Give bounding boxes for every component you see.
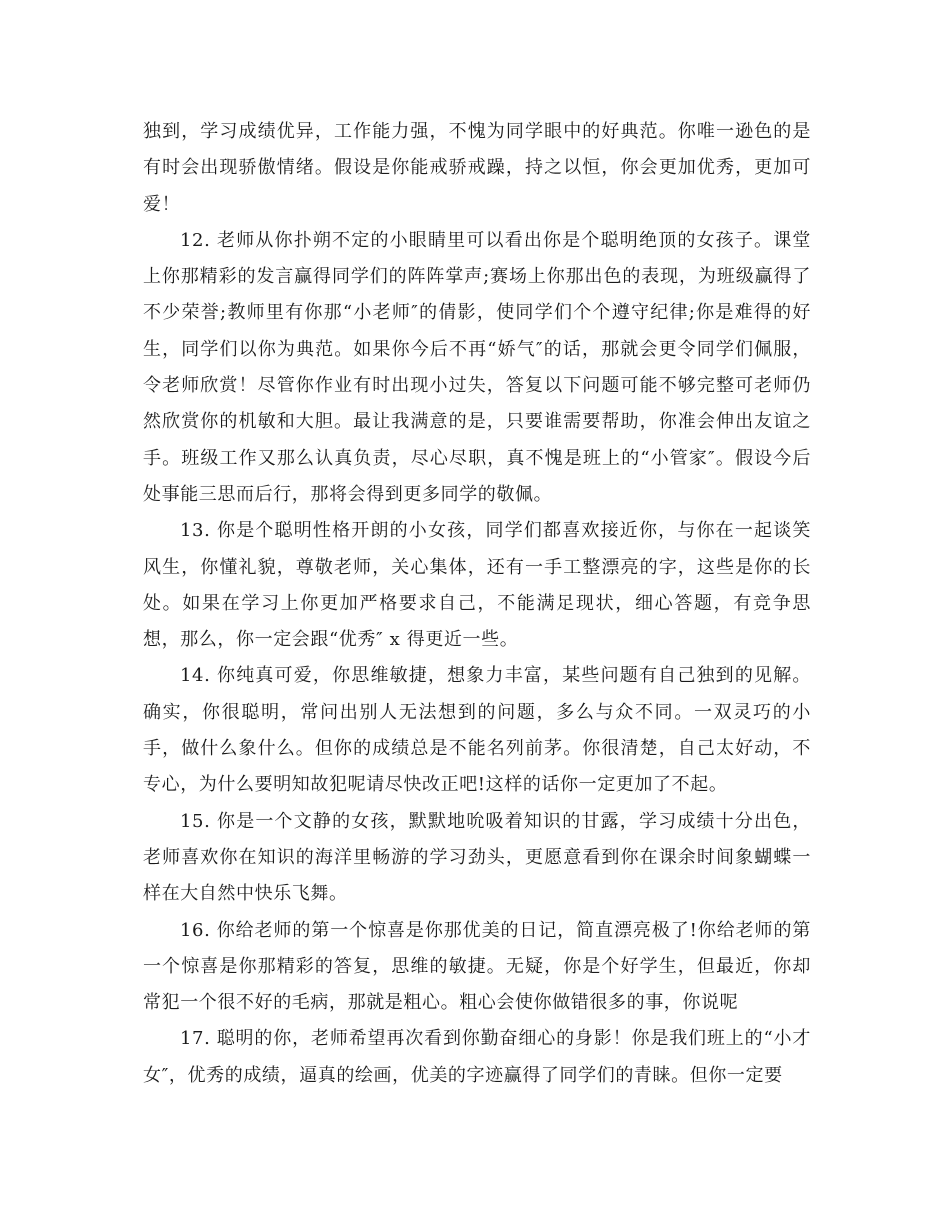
paragraph-15 <box>143 804 811 913</box>
paragraph-13 <box>143 513 811 658</box>
paragraph-number: 17. <box>180 1028 211 1050</box>
paragraph-number: 12. <box>180 229 211 251</box>
paragraph-continuation <box>143 114 811 223</box>
paragraph-text: 你是个聪明性格开朗的小女孩，同学们都喜欢接近你，与你在一起谈笑风生，你懂礼貌，尊敬老师，关心集体，还有一手工整漂亮的字，这些是你的长处。如果在学习上你更加严格要求自己，不能满足现状，细心答题，有竞争思想，那么，你一定会跟“优秀″ x 得更近一些。 <box>143 520 811 651</box>
paragraph-number: 13. <box>180 520 211 542</box>
paragraph-text: 聪明的你，老师希望再次看到你勤奋细心的身影！你是我们班上的“小才女″，优秀的成绩，逼真的绘画，优美的字迹赢得了同学们的青睐。但你一定要 <box>143 1028 811 1086</box>
paragraph-text: 独到，学习成绩优异，工作能力强，不愧为同学眼中的好典范。你唯一逊色的是有时会出现骄傲情绪。假设是你能戒骄戒躁，持之以恒，你会更加优秀，更加可爱！ <box>143 121 811 215</box>
document-body <box>143 114 811 1094</box>
paragraph-number: 14. <box>180 665 211 687</box>
paragraph-number: 15. <box>180 810 211 832</box>
paragraph-17 <box>143 1021 811 1094</box>
paragraph-text: 你是一个文静的女孩，默默地吮吸着知识的甘露，学习成绩十分出色，老师喜欢你在知识的海洋里畅游的学习劲头，更愿意看到你在课余时间象蝴蝶一样在大自然中快乐飞舞。 <box>143 810 811 905</box>
paragraph-12 <box>143 223 811 513</box>
paragraph-number: 16. <box>180 919 211 941</box>
paragraph-16 <box>143 913 811 1022</box>
paragraph-text: 你给老师的第一个惊喜是你那优美的日记，简直漂亮极了!你给老师的第一个惊喜是你那精彩的答复，思维的敏捷。无疑，你是个好学生，但最近，你却常犯一个很不好的毛病，那就是粗心。粗心会使你做错很多的事，你说呢 <box>143 919 811 1014</box>
paragraph-14 <box>143 658 811 803</box>
paragraph-text: 老师从你扑朔不定的小眼睛里可以看出你是个聪明绝顶的女孩子。课堂上你那精彩的发言赢得同学们的阵阵掌声;赛场上你那出色的表现，为班级赢得了不少荣誉;教师里有你那“小老师″的倩影，使同学们个个遵守纪律;你是难得的好生，同学们以你为典范。如果你今后不再“娇气″的话，那就会更令同学们佩服，令老师欣赏！尽管你作业有时出现小过失，答复以下问题可能不够完整可老师仍然欣赏你的机敏和大胆。最让我满意的是，只要谁需要帮助，你准会伸出友谊之手。班级工作又那么认真负责，尽心尽职，真不愧是班上的“小管家″。假设今后处事能三思而后行，那将会得到更多同学的敬佩。 <box>143 229 811 505</box>
paragraph-text: 你纯真可爱，你思维敏捷，想象力丰富，某些问题有自己独到的见解。确实，你很聪明，常问出别人无法想到的问题，多么与众不同。一双灵巧的小手，做什么象什么。但你的成绩总是不能名列前茅。你很清楚，自己太好动，不专心，为什么要明知故犯呢请尽快改正吧!这样的话你一定更加了不起。 <box>143 665 811 796</box>
